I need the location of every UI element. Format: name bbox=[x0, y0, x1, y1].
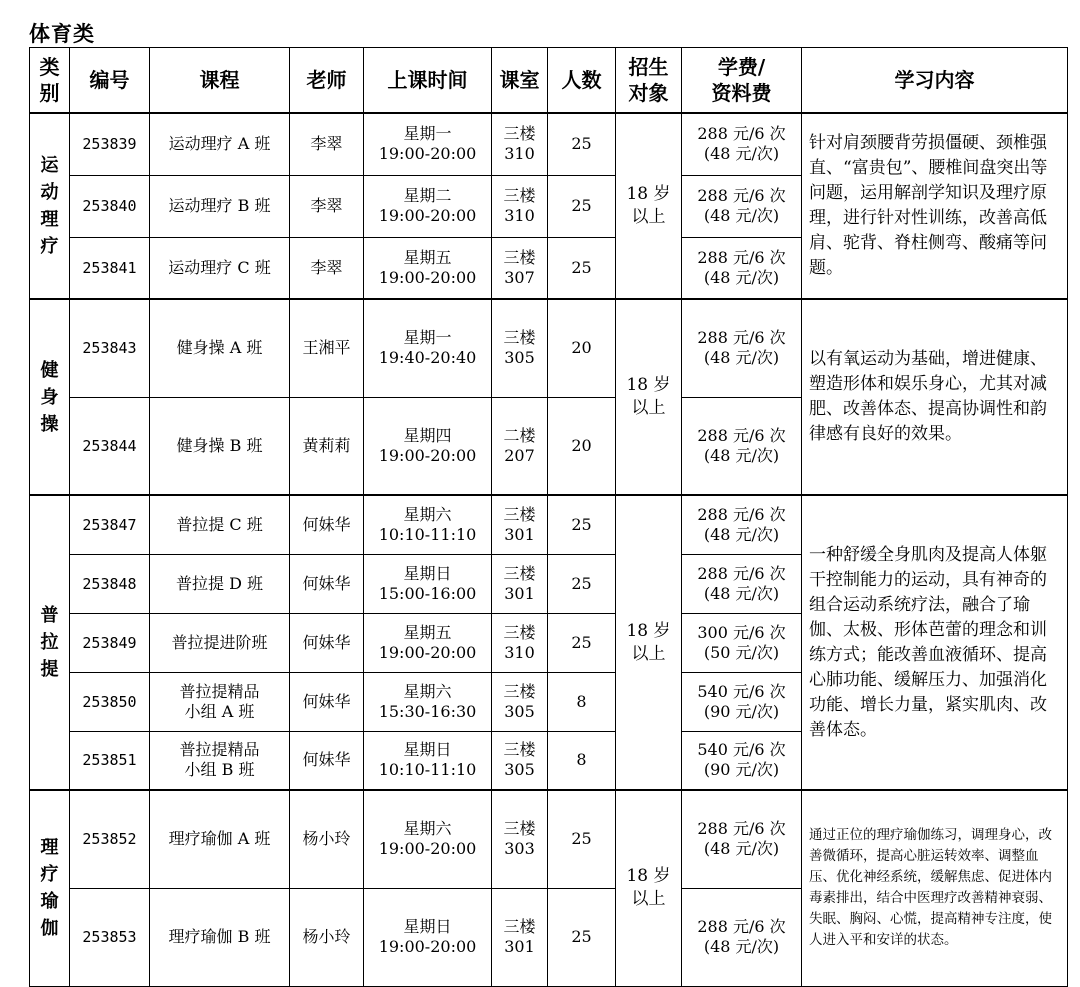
table-row bbox=[30, 113, 1068, 175]
header-time: 上课时间 bbox=[364, 48, 492, 114]
fee-cell: 540 元/6 次 (90 元/次) bbox=[682, 731, 802, 790]
enroll-count: 8 bbox=[548, 672, 616, 731]
classroom: 三楼 305 bbox=[492, 672, 548, 731]
course-name: 普拉提精品 小组 B 班 bbox=[150, 731, 290, 790]
header-teacher: 老师 bbox=[290, 48, 364, 114]
enroll-count: 25 bbox=[548, 790, 616, 888]
table-row bbox=[30, 299, 1068, 397]
class-time: 星期一 19:00-20:00 bbox=[364, 113, 492, 175]
course-id: 253848 bbox=[70, 554, 150, 613]
teacher-name: 黄莉莉 bbox=[290, 397, 364, 495]
course-id: 253844 bbox=[70, 397, 150, 495]
course-name: 运动理疗 B 班 bbox=[150, 175, 290, 237]
class-time: 星期日 10:10-11:10 bbox=[364, 731, 492, 790]
class-time: 星期六 15:30-16:30 bbox=[364, 672, 492, 731]
classroom: 三楼 301 bbox=[492, 554, 548, 613]
enroll-count: 25 bbox=[548, 175, 616, 237]
class-time: 星期六 10:10-11:10 bbox=[364, 495, 492, 554]
target-cell: 18 岁 以上 bbox=[616, 790, 682, 986]
course-id: 253839 bbox=[70, 113, 150, 175]
header-id: 编号 bbox=[70, 48, 150, 114]
header-fee: 学费/ 资料费 bbox=[682, 48, 802, 114]
course-name: 普拉提进阶班 bbox=[150, 613, 290, 672]
content-cell: 针对肩颈腰背劳损僵硬、颈椎强直、“富贵包”、腰椎间盘突出等问题，运用解剖学知识及理疗原理，进行针对性训练，改善高低肩、驼背、脊柱侧弯、酸痛等问题。 bbox=[802, 113, 1068, 299]
header-category: 类 别 bbox=[30, 48, 70, 114]
course-id: 253852 bbox=[70, 790, 150, 888]
enroll-count: 25 bbox=[548, 888, 616, 986]
fee-cell: 288 元/6 次 (48 元/次) bbox=[682, 790, 802, 888]
classroom: 三楼 310 bbox=[492, 613, 548, 672]
course-id: 253843 bbox=[70, 299, 150, 397]
fee-cell: 540 元/6 次 (90 元/次) bbox=[682, 672, 802, 731]
target-cell: 18 岁 以上 bbox=[616, 495, 682, 790]
course-name: 理疗瑜伽 A 班 bbox=[150, 790, 290, 888]
teacher-name: 杨小玲 bbox=[290, 888, 364, 986]
enroll-count: 25 bbox=[548, 113, 616, 175]
target-cell: 18 岁 以上 bbox=[616, 299, 682, 495]
table-body bbox=[30, 113, 1068, 986]
course-name: 运动理疗 C 班 bbox=[150, 237, 290, 299]
course-id: 253847 bbox=[70, 495, 150, 554]
fee-cell: 288 元/6 次 (48 元/次) bbox=[682, 495, 802, 554]
header-target: 招生 对象 bbox=[616, 48, 682, 114]
course-name: 健身操 B 班 bbox=[150, 397, 290, 495]
classroom: 三楼 305 bbox=[492, 299, 548, 397]
teacher-name: 李翠 bbox=[290, 175, 364, 237]
course-name: 健身操 A 班 bbox=[150, 299, 290, 397]
content-cell: 以有氧运动为基础，增进健康、塑造形体和娱乐身心，尤其对减肥、改善体态、提高协调性和韵律感有良好的效果。 bbox=[802, 299, 1068, 495]
course-id: 253840 bbox=[70, 175, 150, 237]
classroom: 三楼 310 bbox=[492, 175, 548, 237]
fee-cell: 288 元/6 次 (48 元/次) bbox=[682, 554, 802, 613]
table-row bbox=[30, 495, 1068, 554]
enroll-count: 20 bbox=[548, 397, 616, 495]
classroom: 三楼 301 bbox=[492, 495, 548, 554]
enroll-count: 25 bbox=[548, 237, 616, 299]
table-row bbox=[30, 790, 1068, 888]
category-cell: 理 疗 瑜 伽 bbox=[30, 790, 70, 986]
class-time: 星期四 19:00-20:00 bbox=[364, 397, 492, 495]
header-room: 课室 bbox=[492, 48, 548, 114]
category-cell: 普 拉 提 bbox=[30, 495, 70, 790]
classroom: 三楼 301 bbox=[492, 888, 548, 986]
header-row bbox=[30, 48, 1068, 114]
course-name: 普拉提精品 小组 A 班 bbox=[150, 672, 290, 731]
content-cell: 通过正位的理疗瑜伽练习，调理身心，改善微循环，提高心脏运转效率、调整血压、优化神经系统，缓解焦虑、促进体内毒素排出，结合中医理疗改善精神衰弱、失眠、胸闷、心慌，提高精神专注度，使人进入平和安详的状态。 bbox=[802, 790, 1068, 986]
enroll-count: 25 bbox=[548, 613, 616, 672]
class-time: 星期六 19:00-20:00 bbox=[364, 790, 492, 888]
course-name: 普拉提 C 班 bbox=[150, 495, 290, 554]
page-title: 体育类 bbox=[29, 22, 95, 46]
course-name: 普拉提 D 班 bbox=[150, 554, 290, 613]
classroom: 三楼 307 bbox=[492, 237, 548, 299]
header-count: 人数 bbox=[548, 48, 616, 114]
course-id: 253850 bbox=[70, 672, 150, 731]
course-id: 253851 bbox=[70, 731, 150, 790]
teacher-name: 何妹华 bbox=[290, 495, 364, 554]
class-time: 星期二 19:00-20:00 bbox=[364, 175, 492, 237]
teacher-name: 何妹华 bbox=[290, 672, 364, 731]
course-name: 理疗瑜伽 B 班 bbox=[150, 888, 290, 986]
fee-cell: 288 元/6 次 (48 元/次) bbox=[682, 175, 802, 237]
fee-cell: 288 元/6 次 (48 元/次) bbox=[682, 888, 802, 986]
teacher-name: 李翠 bbox=[290, 113, 364, 175]
classroom: 三楼 305 bbox=[492, 731, 548, 790]
fee-cell: 288 元/6 次 (48 元/次) bbox=[682, 397, 802, 495]
class-time: 星期五 19:00-20:00 bbox=[364, 237, 492, 299]
teacher-name: 杨小玲 bbox=[290, 790, 364, 888]
course-id: 253853 bbox=[70, 888, 150, 986]
course-id: 253849 bbox=[70, 613, 150, 672]
teacher-name: 何妹华 bbox=[290, 613, 364, 672]
target-cell: 18 岁 以上 bbox=[616, 113, 682, 299]
teacher-name: 何妹华 bbox=[290, 731, 364, 790]
classroom: 三楼 310 bbox=[492, 113, 548, 175]
course-id: 253841 bbox=[70, 237, 150, 299]
class-time: 星期日 15:00-16:00 bbox=[364, 554, 492, 613]
header-course: 课程 bbox=[150, 48, 290, 114]
fee-cell: 288 元/6 次 (48 元/次) bbox=[682, 299, 802, 397]
course-table bbox=[29, 47, 1068, 987]
enroll-count: 8 bbox=[548, 731, 616, 790]
enroll-count: 25 bbox=[548, 554, 616, 613]
enroll-count: 25 bbox=[548, 495, 616, 554]
teacher-name: 李翠 bbox=[290, 237, 364, 299]
classroom: 三楼 303 bbox=[492, 790, 548, 888]
teacher-name: 何妹华 bbox=[290, 554, 364, 613]
category-cell: 运 动 理 疗 bbox=[30, 113, 70, 299]
header-content: 学习内容 bbox=[802, 48, 1068, 114]
course-name: 运动理疗 A 班 bbox=[150, 113, 290, 175]
class-time: 星期一 19:40-20:40 bbox=[364, 299, 492, 397]
content-cell: 一种舒缓全身肌肉及提高人体躯干控制能力的运动，具有神奇的组合运动系统疗法，融合了瑜伽、太极、形体芭蕾的理念和训练方式；能改善血液循环、提高心肺功能、缓解压力、加强消化功能、增长力量，紧实肌肉、改善体态。 bbox=[802, 495, 1068, 790]
class-time: 星期日 19:00-20:00 bbox=[364, 888, 492, 986]
teacher-name: 王湘平 bbox=[290, 299, 364, 397]
enroll-count: 20 bbox=[548, 299, 616, 397]
fee-cell: 300 元/6 次 (50 元/次) bbox=[682, 613, 802, 672]
fee-cell: 288 元/6 次 (48 元/次) bbox=[682, 113, 802, 175]
classroom: 二楼 207 bbox=[492, 397, 548, 495]
category-cell: 健 身 操 bbox=[30, 299, 70, 495]
fee-cell: 288 元/6 次 (48 元/次) bbox=[682, 237, 802, 299]
class-time: 星期五 19:00-20:00 bbox=[364, 613, 492, 672]
